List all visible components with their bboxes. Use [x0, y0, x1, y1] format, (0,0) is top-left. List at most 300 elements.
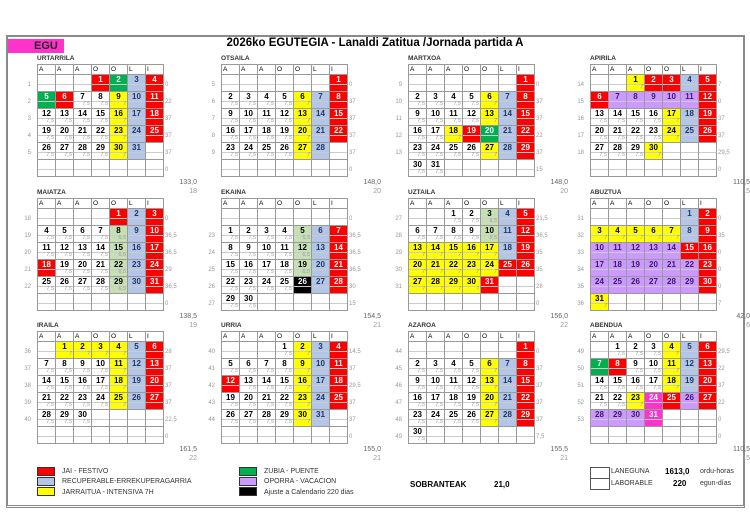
day-cell[interactable]	[499, 209, 517, 226]
day-cell[interactable]	[312, 342, 330, 359]
day-cell[interactable]	[591, 126, 609, 143]
day-cell[interactable]	[609, 260, 627, 277]
day-cell[interactable]	[92, 75, 110, 92]
day-cell[interactable]	[427, 393, 445, 410]
day-cell[interactable]	[110, 75, 128, 92]
day-cell[interactable]	[294, 277, 312, 294]
day-cell[interactable]	[128, 243, 146, 260]
day-cell[interactable]	[427, 92, 445, 109]
day-cell[interactable]	[645, 126, 663, 143]
day-cell[interactable]	[409, 143, 427, 160]
day-cell[interactable]	[663, 342, 681, 359]
day-cell[interactable]	[92, 143, 110, 160]
day-cell[interactable]	[330, 376, 348, 393]
day-cell[interactable]	[312, 226, 330, 243]
day-cell[interactable]	[312, 243, 330, 260]
day-cell[interactable]	[38, 359, 56, 376]
day-cell[interactable]	[517, 109, 535, 126]
day-cell[interactable]	[591, 109, 609, 126]
day-cell[interactable]	[276, 126, 294, 143]
day-cell[interactable]	[240, 126, 258, 143]
day-cell[interactable]	[409, 277, 427, 294]
day-cell[interactable]	[663, 260, 681, 277]
day-cell[interactable]	[609, 126, 627, 143]
day-cell[interactable]	[699, 277, 717, 294]
day-cell[interactable]	[517, 92, 535, 109]
day-cell[interactable]	[222, 393, 240, 410]
day-cell[interactable]	[110, 226, 128, 243]
day-cell[interactable]	[128, 75, 146, 92]
day-cell[interactable]	[681, 109, 699, 126]
day-cell[interactable]	[499, 359, 517, 376]
day-cell[interactable]	[74, 359, 92, 376]
day-cell[interactable]	[445, 277, 463, 294]
day-cell[interactable]	[92, 126, 110, 143]
day-cell[interactable]	[38, 410, 56, 427]
day-cell[interactable]	[517, 126, 535, 143]
day-cell[interactable]	[222, 359, 240, 376]
day-cell[interactable]	[499, 226, 517, 243]
day-cell[interactable]	[240, 294, 258, 311]
day-cell[interactable]	[645, 359, 663, 376]
day-cell[interactable]	[427, 109, 445, 126]
day-cell[interactable]	[110, 393, 128, 410]
day-cell[interactable]	[146, 243, 164, 260]
day-cell[interactable]	[627, 393, 645, 410]
day-cell[interactable]	[609, 226, 627, 243]
day-cell[interactable]	[258, 143, 276, 160]
day-cell[interactable]	[445, 226, 463, 243]
day-cell[interactable]	[38, 143, 56, 160]
day-cell[interactable]	[499, 143, 517, 160]
day-cell[interactable]	[481, 243, 499, 260]
day-cell[interactable]	[627, 243, 645, 260]
day-cell[interactable]	[645, 393, 663, 410]
day-cell[interactable]	[681, 393, 699, 410]
day-cell[interactable]	[699, 226, 717, 243]
day-cell[interactable]	[240, 393, 258, 410]
day-cell[interactable]	[517, 226, 535, 243]
day-cell[interactable]	[427, 126, 445, 143]
day-cell[interactable]	[445, 109, 463, 126]
day-cell[interactable]	[627, 226, 645, 243]
day-cell[interactable]	[312, 143, 330, 160]
day-cell[interactable]	[294, 143, 312, 160]
day-cell[interactable]	[276, 277, 294, 294]
day-cell[interactable]	[517, 209, 535, 226]
day-cell[interactable]	[517, 376, 535, 393]
day-cell[interactable]	[681, 260, 699, 277]
day-cell[interactable]	[74, 92, 92, 109]
day-cell[interactable]	[240, 410, 258, 427]
day-cell[interactable]	[663, 126, 681, 143]
day-cell[interactable]	[499, 109, 517, 126]
day-cell[interactable]	[74, 277, 92, 294]
day-cell[interactable]	[276, 393, 294, 410]
day-cell[interactable]	[481, 143, 499, 160]
day-cell[interactable]	[481, 376, 499, 393]
day-cell[interactable]	[294, 359, 312, 376]
day-cell[interactable]	[645, 109, 663, 126]
day-cell[interactable]	[609, 342, 627, 359]
day-cell[interactable]	[56, 260, 74, 277]
day-cell[interactable]	[645, 342, 663, 359]
day-cell[interactable]	[445, 376, 463, 393]
day-cell[interactable]	[128, 277, 146, 294]
day-cell[interactable]	[481, 126, 499, 143]
day-cell[interactable]	[517, 243, 535, 260]
day-cell[interactable]	[499, 376, 517, 393]
day-cell[interactable]	[312, 277, 330, 294]
day-cell[interactable]	[38, 277, 56, 294]
day-cell[interactable]	[110, 359, 128, 376]
day-cell[interactable]	[56, 277, 74, 294]
day-cell[interactable]	[681, 376, 699, 393]
day-cell[interactable]	[681, 92, 699, 109]
day-cell[interactable]	[146, 260, 164, 277]
day-cell[interactable]	[427, 226, 445, 243]
day-cell[interactable]	[663, 109, 681, 126]
day-cell[interactable]	[591, 376, 609, 393]
day-cell[interactable]	[627, 75, 645, 92]
day-cell[interactable]	[222, 143, 240, 160]
day-cell[interactable]	[56, 359, 74, 376]
day-cell[interactable]	[330, 359, 348, 376]
day-cell[interactable]	[409, 260, 427, 277]
day-cell[interactable]	[681, 277, 699, 294]
day-cell[interactable]	[128, 92, 146, 109]
day-cell[interactable]	[663, 75, 681, 92]
day-cell[interactable]	[240, 359, 258, 376]
day-cell[interactable]	[146, 342, 164, 359]
day-cell[interactable]	[74, 143, 92, 160]
day-cell[interactable]	[627, 126, 645, 143]
day-cell[interactable]	[699, 359, 717, 376]
day-cell[interactable]	[312, 410, 330, 427]
day-cell[interactable]	[463, 143, 481, 160]
day-cell[interactable]	[427, 143, 445, 160]
day-cell[interactable]	[645, 376, 663, 393]
day-cell[interactable]	[240, 260, 258, 277]
day-cell[interactable]	[681, 226, 699, 243]
day-cell[interactable]	[258, 243, 276, 260]
day-cell[interactable]	[609, 410, 627, 427]
day-cell[interactable]	[627, 92, 645, 109]
day-cell[interactable]	[110, 342, 128, 359]
day-cell[interactable]	[409, 109, 427, 126]
day-cell[interactable]	[591, 393, 609, 410]
day-cell[interactable]	[74, 393, 92, 410]
day-cell[interactable]	[499, 243, 517, 260]
day-cell[interactable]	[294, 342, 312, 359]
day-cell[interactable]	[627, 376, 645, 393]
day-cell[interactable]	[74, 376, 92, 393]
day-cell[interactable]	[56, 393, 74, 410]
day-cell[interactable]	[663, 393, 681, 410]
day-cell[interactable]	[445, 143, 463, 160]
day-cell[interactable]	[445, 410, 463, 427]
day-cell[interactable]	[222, 109, 240, 126]
day-cell[interactable]	[663, 277, 681, 294]
day-cell[interactable]	[330, 75, 348, 92]
day-cell[interactable]	[38, 226, 56, 243]
day-cell[interactable]	[56, 410, 74, 427]
day-cell[interactable]	[240, 226, 258, 243]
day-cell[interactable]	[591, 226, 609, 243]
day-cell[interactable]	[276, 226, 294, 243]
day-cell[interactable]	[627, 359, 645, 376]
day-cell[interactable]	[627, 109, 645, 126]
day-cell[interactable]	[312, 359, 330, 376]
day-cell[interactable]	[56, 226, 74, 243]
day-cell[interactable]	[463, 92, 481, 109]
day-cell[interactable]	[258, 277, 276, 294]
day-cell[interactable]	[499, 92, 517, 109]
day-cell[interactable]	[463, 126, 481, 143]
day-cell[interactable]	[74, 243, 92, 260]
day-cell[interactable]	[499, 260, 517, 277]
day-cell[interactable]	[38, 92, 56, 109]
day-cell[interactable]	[481, 209, 499, 226]
day-cell[interactable]	[663, 226, 681, 243]
day-cell[interactable]	[38, 393, 56, 410]
day-cell[interactable]	[517, 75, 535, 92]
day-cell[interactable]	[699, 342, 717, 359]
day-cell[interactable]	[609, 376, 627, 393]
day-cell[interactable]	[92, 226, 110, 243]
day-cell[interactable]	[74, 342, 92, 359]
day-cell[interactable]	[609, 109, 627, 126]
day-cell[interactable]	[609, 92, 627, 109]
day-cell[interactable]	[481, 92, 499, 109]
day-cell[interactable]	[645, 226, 663, 243]
day-cell[interactable]	[38, 126, 56, 143]
day-cell[interactable]	[222, 126, 240, 143]
day-cell[interactable]	[627, 410, 645, 427]
day-cell[interactable]	[627, 277, 645, 294]
day-cell[interactable]	[699, 92, 717, 109]
day-cell[interactable]	[92, 342, 110, 359]
day-cell[interactable]	[128, 393, 146, 410]
day-cell[interactable]	[312, 109, 330, 126]
day-cell[interactable]	[330, 260, 348, 277]
day-cell[interactable]	[330, 342, 348, 359]
day-cell[interactable]	[409, 226, 427, 243]
day-cell[interactable]	[294, 376, 312, 393]
day-cell[interactable]	[294, 109, 312, 126]
day-cell[interactable]	[128, 342, 146, 359]
day-cell[interactable]	[110, 243, 128, 260]
day-cell[interactable]	[481, 359, 499, 376]
day-cell[interactable]	[110, 277, 128, 294]
day-cell[interactable]	[110, 260, 128, 277]
day-cell[interactable]	[110, 109, 128, 126]
day-cell[interactable]	[294, 92, 312, 109]
day-cell[interactable]	[663, 359, 681, 376]
day-cell[interactable]	[128, 260, 146, 277]
day-cell[interactable]	[517, 359, 535, 376]
day-cell[interactable]	[240, 92, 258, 109]
day-cell[interactable]	[609, 277, 627, 294]
day-cell[interactable]	[409, 160, 427, 177]
day-cell[interactable]	[146, 92, 164, 109]
day-cell[interactable]	[609, 243, 627, 260]
day-cell[interactable]	[609, 359, 627, 376]
day-cell[interactable]	[74, 260, 92, 277]
day-cell[interactable]	[645, 75, 663, 92]
day-cell[interactable]	[463, 359, 481, 376]
day-cell[interactable]	[38, 376, 56, 393]
day-cell[interactable]	[591, 294, 609, 311]
day-cell[interactable]	[699, 393, 717, 410]
day-cell[interactable]	[240, 143, 258, 160]
day-cell[interactable]	[110, 126, 128, 143]
day-cell[interactable]	[56, 342, 74, 359]
day-cell[interactable]	[56, 243, 74, 260]
day-cell[interactable]	[312, 126, 330, 143]
day-cell[interactable]	[463, 410, 481, 427]
day-cell[interactable]	[128, 126, 146, 143]
day-cell[interactable]	[663, 92, 681, 109]
day-cell[interactable]	[445, 359, 463, 376]
day-cell[interactable]	[222, 226, 240, 243]
day-cell[interactable]	[699, 260, 717, 277]
day-cell[interactable]	[222, 376, 240, 393]
day-cell[interactable]	[146, 75, 164, 92]
day-cell[interactable]	[591, 92, 609, 109]
day-cell[interactable]	[499, 393, 517, 410]
day-cell[interactable]	[92, 359, 110, 376]
day-cell[interactable]	[463, 243, 481, 260]
day-cell[interactable]	[146, 109, 164, 126]
day-cell[interactable]	[312, 393, 330, 410]
day-cell[interactable]	[92, 277, 110, 294]
day-cell[interactable]	[222, 260, 240, 277]
day-cell[interactable]	[463, 226, 481, 243]
day-cell[interactable]	[146, 277, 164, 294]
day-cell[interactable]	[128, 359, 146, 376]
day-cell[interactable]	[240, 243, 258, 260]
day-cell[interactable]	[609, 143, 627, 160]
day-cell[interactable]	[56, 109, 74, 126]
day-cell[interactable]	[74, 226, 92, 243]
day-cell[interactable]	[409, 92, 427, 109]
day-cell[interactable]	[294, 226, 312, 243]
day-cell[interactable]	[645, 277, 663, 294]
day-cell[interactable]	[681, 342, 699, 359]
day-cell[interactable]	[276, 92, 294, 109]
day-cell[interactable]	[591, 410, 609, 427]
day-cell[interactable]	[146, 126, 164, 143]
day-cell[interactable]	[463, 260, 481, 277]
day-cell[interactable]	[445, 126, 463, 143]
day-cell[interactable]	[409, 376, 427, 393]
day-cell[interactable]	[409, 359, 427, 376]
day-cell[interactable]	[517, 410, 535, 427]
day-cell[interactable]	[645, 410, 663, 427]
day-cell[interactable]	[222, 410, 240, 427]
day-cell[interactable]	[110, 209, 128, 226]
day-cell[interactable]	[258, 126, 276, 143]
day-cell[interactable]	[312, 260, 330, 277]
day-cell[interactable]	[445, 243, 463, 260]
day-cell[interactable]	[258, 92, 276, 109]
day-cell[interactable]	[222, 92, 240, 109]
day-cell[interactable]	[74, 410, 92, 427]
day-cell[interactable]	[128, 143, 146, 160]
day-cell[interactable]	[481, 226, 499, 243]
day-cell[interactable]	[663, 376, 681, 393]
day-cell[interactable]	[699, 109, 717, 126]
day-cell[interactable]	[481, 393, 499, 410]
day-cell[interactable]	[258, 376, 276, 393]
day-cell[interactable]	[645, 243, 663, 260]
day-cell[interactable]	[276, 342, 294, 359]
day-cell[interactable]	[591, 260, 609, 277]
day-cell[interactable]	[110, 143, 128, 160]
day-cell[interactable]	[258, 393, 276, 410]
day-cell[interactable]	[294, 393, 312, 410]
day-cell[interactable]	[609, 393, 627, 410]
day-cell[interactable]	[445, 393, 463, 410]
day-cell[interactable]	[258, 226, 276, 243]
day-cell[interactable]	[481, 277, 499, 294]
day-cell[interactable]	[699, 126, 717, 143]
day-cell[interactable]	[146, 209, 164, 226]
day-cell[interactable]	[427, 243, 445, 260]
day-cell[interactable]	[645, 143, 663, 160]
day-cell[interactable]	[681, 209, 699, 226]
day-cell[interactable]	[330, 109, 348, 126]
day-cell[interactable]	[330, 226, 348, 243]
day-cell[interactable]	[222, 294, 240, 311]
day-cell[interactable]	[681, 126, 699, 143]
day-cell[interactable]	[445, 260, 463, 277]
day-cell[interactable]	[146, 226, 164, 243]
day-cell[interactable]	[276, 410, 294, 427]
day-cell[interactable]	[463, 393, 481, 410]
day-cell[interactable]	[38, 243, 56, 260]
day-cell[interactable]	[276, 359, 294, 376]
day-cell[interactable]	[258, 359, 276, 376]
day-cell[interactable]	[409, 243, 427, 260]
day-cell[interactable]	[330, 126, 348, 143]
day-cell[interactable]	[38, 260, 56, 277]
day-cell[interactable]	[681, 75, 699, 92]
day-cell[interactable]	[409, 427, 427, 444]
day-cell[interactable]	[445, 209, 463, 226]
day-cell[interactable]	[74, 126, 92, 143]
day-cell[interactable]	[591, 143, 609, 160]
day-cell[interactable]	[681, 243, 699, 260]
day-cell[interactable]	[591, 243, 609, 260]
day-cell[interactable]	[128, 226, 146, 243]
day-cell[interactable]	[699, 75, 717, 92]
day-cell[interactable]	[627, 342, 645, 359]
day-cell[interactable]	[56, 376, 74, 393]
day-cell[interactable]	[276, 260, 294, 277]
day-cell[interactable]	[427, 277, 445, 294]
day-cell[interactable]	[481, 109, 499, 126]
day-cell[interactable]	[463, 277, 481, 294]
day-cell[interactable]	[663, 243, 681, 260]
day-cell[interactable]	[481, 260, 499, 277]
day-cell[interactable]	[110, 92, 128, 109]
day-cell[interactable]	[445, 92, 463, 109]
day-cell[interactable]	[312, 92, 330, 109]
day-cell[interactable]	[645, 92, 663, 109]
day-cell[interactable]	[330, 243, 348, 260]
